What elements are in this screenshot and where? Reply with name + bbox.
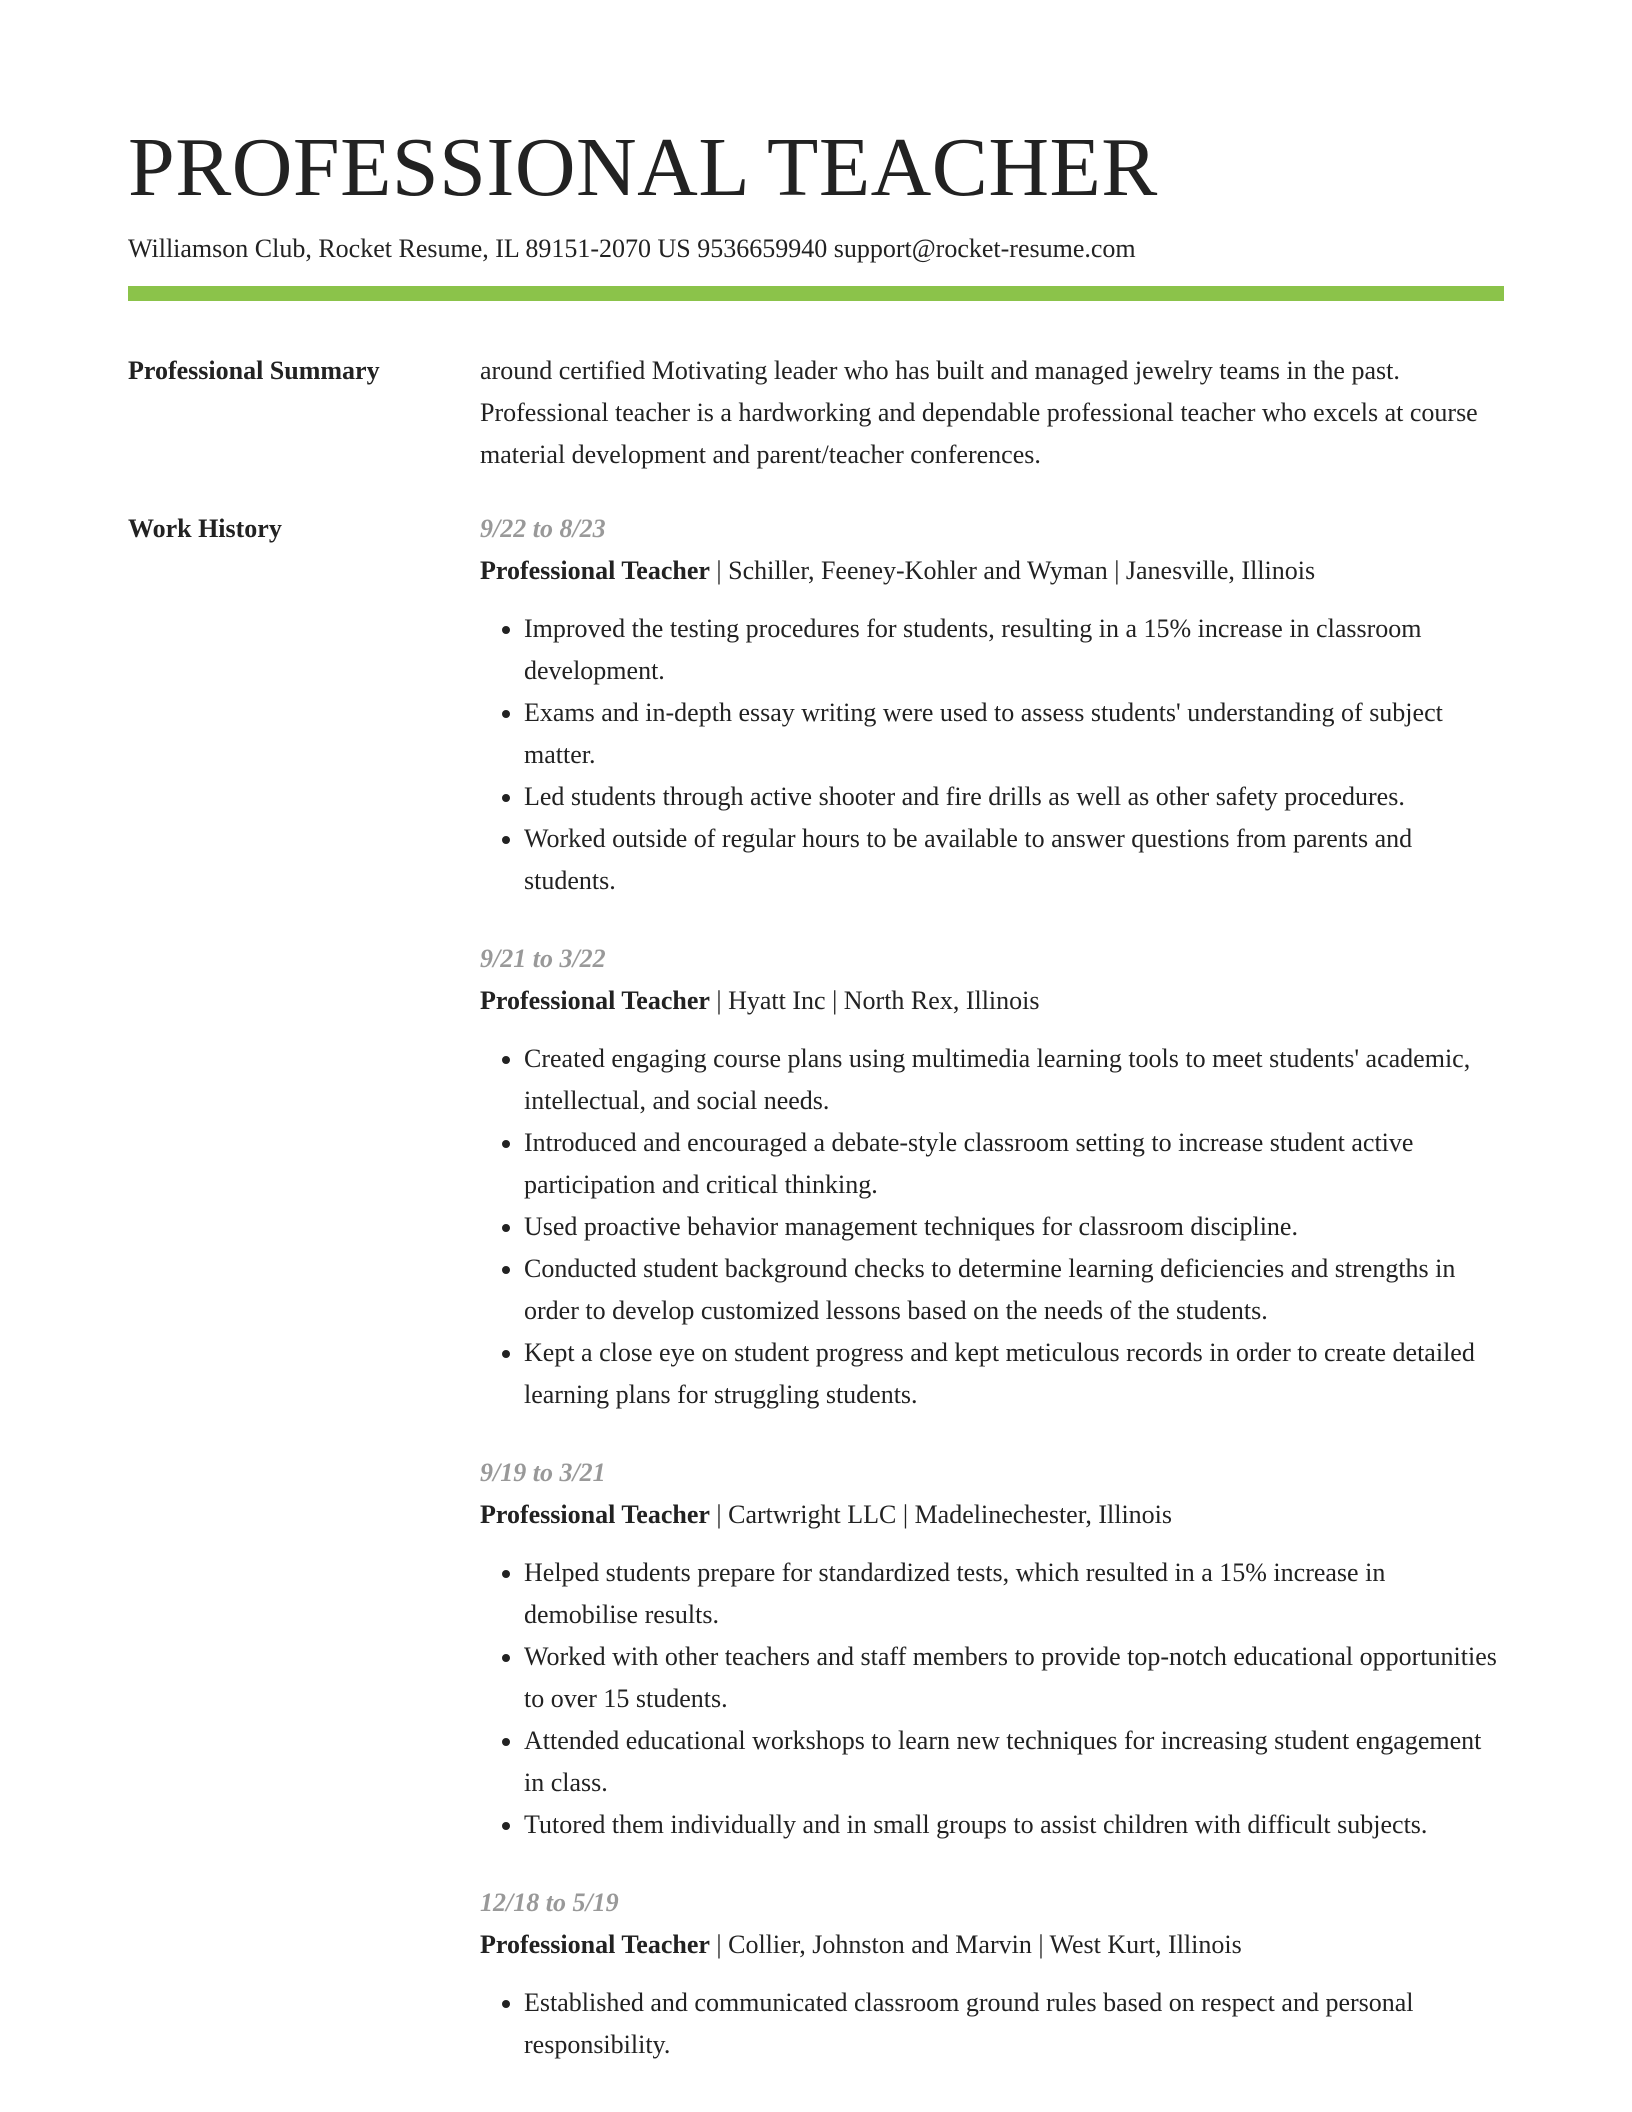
job-details: | Schiller, Feeney-Kohler and Wyman | Janesville, Illinois xyxy=(709,556,1316,585)
job-bullet: • Exams and in-depth essay writing were used to assess students' understanding of subject matter. xyxy=(524,692,1504,776)
job-bullet: • Used proactive behavior management techniques for classroom discipline. xyxy=(524,1206,1504,1248)
job-bullet: • Established and communicated classroom ground rules based on respect and personal responsibility. xyxy=(524,1982,1504,2066)
section-title-work: Work History xyxy=(128,514,282,543)
job-heading xyxy=(480,550,1504,592)
job-dates: 9/22 to 8/23 xyxy=(480,514,606,543)
job-bullet: • Helped students prepare for standardized tests, which resulted in a 15% increase in demobilise results. xyxy=(524,1552,1504,1636)
job-dates: 9/21 to 3/22 xyxy=(480,944,606,973)
summary-text: around certified Motivating leader who has built and managed jewelry teams in the past. Professional teacher is a hardworking and dependable professional teacher who excels at course material development and parent/teacher conferences. xyxy=(480,356,1478,469)
job-bullet: • Tutored them individually and in small groups to assist children with difficult subjects. xyxy=(524,1804,1504,1846)
job-entry xyxy=(480,508,1504,902)
job-bullet: • Improved the testing procedures for students, resulting in a 15% increase in classroom development. xyxy=(524,608,1504,692)
job-dates: 12/18 to 5/19 xyxy=(480,1888,619,1917)
job-bullet: • Attended educational workshops to learn new techniques for increasing student engagement in class. xyxy=(524,1720,1504,1804)
job-bullet: • Introduced and encouraged a debate-style classroom setting to increase student active participation and critical thinking. xyxy=(524,1122,1504,1206)
job-details: | Collier, Johnston and Marvin | West Kurt, Illinois xyxy=(709,1930,1242,1959)
job-details: | Cartwright LLC | Madelinechester, Illinois xyxy=(709,1500,1173,1529)
job-title: Professional Teacher xyxy=(480,986,710,1015)
job-bullets xyxy=(480,1038,1504,1416)
contact-line: Williamson Club, Rocket Resume, IL 89151-2070 US 9536659940 support@rocket-resume.com xyxy=(128,234,1136,263)
job-bullets xyxy=(480,1982,1504,2066)
job-bullet: • Worked outside of regular hours to be available to answer questions from parents and students. xyxy=(524,818,1504,902)
job-bullets xyxy=(480,608,1504,902)
job-entry xyxy=(480,938,1504,1416)
work-history-body xyxy=(480,508,1504,2102)
job-bullet: • Worked with other teachers and staff members to provide top-notch educational opportunities to over 15 students. xyxy=(524,1636,1504,1720)
job-details: | Hyatt Inc | North Rex, Illinois xyxy=(709,986,1040,1015)
resume-name: PROFESSIONAL TEACHER xyxy=(128,121,1158,214)
job-bullet: • Conducted student background checks to determine learning deficiencies and strengths in order to develop customized lessons based on the needs of the students. xyxy=(524,1248,1504,1332)
header-divider xyxy=(128,286,1504,301)
job-dates: 9/19 to 3/21 xyxy=(480,1458,606,1487)
job-bullet: • Led students through active shooter and fire drills as well as other safety procedures. xyxy=(524,776,1504,818)
job-bullet: • Created engaging course plans using multimedia learning tools to meet students' academic, intellectual, and social needs. xyxy=(524,1038,1504,1122)
job-heading xyxy=(480,1924,1504,1966)
job-title: Professional Teacher xyxy=(480,1930,710,1959)
job-title: Professional Teacher xyxy=(480,556,710,585)
job-bullets xyxy=(480,1552,1504,1846)
section-title-summary: Professional Summary xyxy=(128,356,380,385)
job-entry xyxy=(480,1882,1504,2066)
job-title: Professional Teacher xyxy=(480,1500,710,1529)
job-heading xyxy=(480,980,1504,1022)
job-heading xyxy=(480,1494,1504,1536)
job-entry xyxy=(480,1452,1504,1846)
job-bullet: • Kept a close eye on student progress and kept meticulous records in order to create detailed learning plans for struggling students. xyxy=(524,1332,1504,1416)
